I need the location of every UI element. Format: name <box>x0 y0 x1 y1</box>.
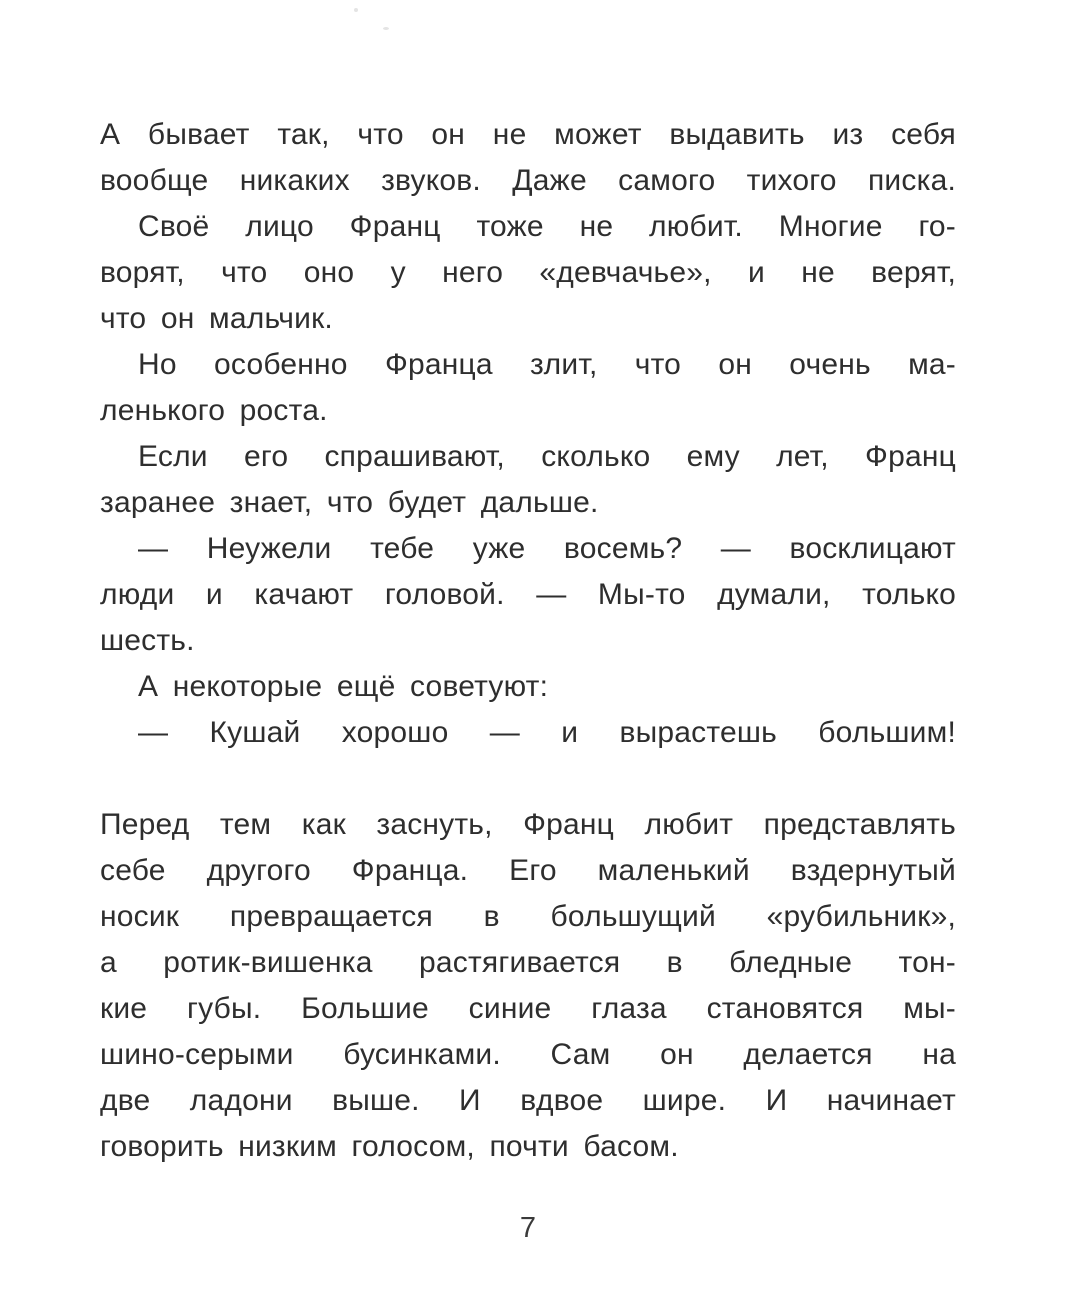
text-line: кие губы. Большие синие глаза становятся мы- <box>100 992 956 1025</box>
text-line: ворят, что оно у него «девчачье», и не верят, <box>100 256 956 289</box>
text-line: Если его спрашивают, сколько ему лет, Франц <box>138 440 956 473</box>
text-line: заранее знает, что будет дальше. <box>100 486 599 519</box>
scan-speck <box>354 8 358 12</box>
text-line: носик превращается в большущий «рубильник», <box>100 900 956 933</box>
text-line: а ротик-вишенка растягивается в бледные тон- <box>100 946 956 979</box>
paragraph-block-2 <box>100 802 956 1170</box>
text-line: что он мальчик. <box>100 302 333 335</box>
text-line: Но особенно Франца злит, что он очень ма- <box>138 348 956 381</box>
text-line: Своё лицо Франц тоже не любит. Многие го- <box>138 210 956 243</box>
text-line: люди и качают головой. — Мы-то думали, только <box>100 578 956 611</box>
page-text <box>100 112 956 1170</box>
text-line: две ладони выше. И вдвое шире. И начинает <box>100 1084 956 1117</box>
text-line: Перед тем как заснуть, Франц любит представлять <box>100 808 956 841</box>
text-line: А некоторые ещё советуют: <box>138 670 549 703</box>
text-line: — Неужели тебе уже восемь? — восклицают <box>138 532 956 565</box>
scan-speck <box>383 27 389 30</box>
text-line: говорить низким голосом, почти басом. <box>100 1130 679 1163</box>
text-line: А бывает так, что он не может выдавить из себя <box>100 118 956 151</box>
text-line: шино-серыми бусинками. Сам он делается на <box>100 1038 956 1071</box>
paragraph-block-1 <box>100 112 956 756</box>
text-line: — Кушай хорошо — и вырастешь большим! <box>138 716 956 749</box>
text-line: себе другого Франца. Его маленький вздернутый <box>100 854 956 887</box>
text-line: шесть. <box>100 624 195 657</box>
page-number: 7 <box>519 1212 537 1244</box>
text-line: ленького роста. <box>100 394 328 427</box>
text-line: вообще никаких звуков. Даже самого тихого писка. <box>100 164 956 197</box>
